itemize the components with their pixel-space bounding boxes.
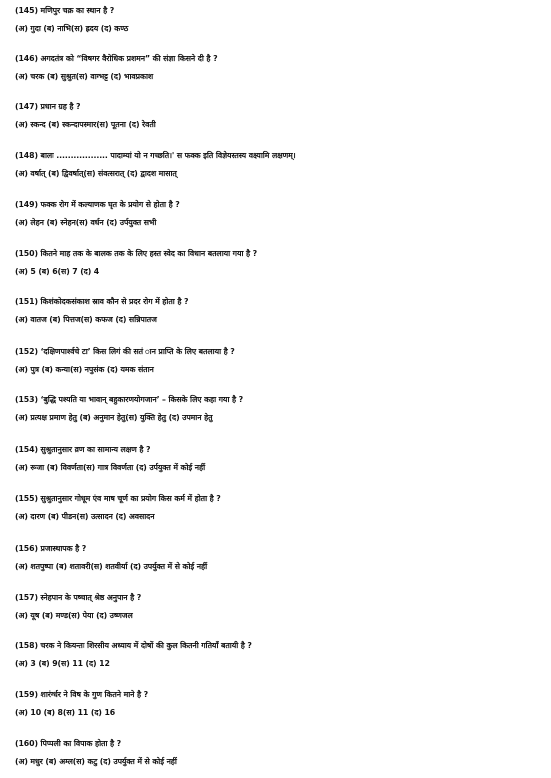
question-160 [15, 735, 547, 770]
question-text: (149) फक्क रोग में कल्याणक घृत के प्रयोग से होता है ? [15, 200, 180, 209]
question-text: (159) शारंर्ग्धर ने विष के गुण कितने माने है ? [15, 690, 149, 699]
question-options: (अ) 10 (ब) 8(स) 11 (द) 16 [15, 708, 116, 717]
question-155 [15, 490, 547, 525]
question-options: (अ) गुदा (ब) नाभि(स) ह्रदय (द) कण्ठ [15, 24, 129, 33]
question-150 [15, 245, 547, 280]
question-options: (अ) चरक (ब) सुश्रुत(स) वाग्भट्ट (द) भावप्रकाश [15, 72, 154, 81]
question-148 [15, 147, 547, 182]
question-text: (151) किशंकोदकसंकाश स्राव कौन से प्रदर रोग में होता है ? [15, 297, 189, 306]
question-options: (अ) लेहन (ब) स्नेहन(स) वर्धन (द) उर्पयुक्त सभी [15, 218, 157, 227]
question-options: (अ) यूष (ब) मण्ड(स) पेया (द) उष्णजल [15, 611, 133, 620]
question-options: (अ) रूजा (ब) विवर्णता(स) गात्र विवर्णता (द) उर्पयुक्त में कोई नहीं [15, 463, 206, 472]
question-text: (148) बालः .................. पादाम्यां यो न गच्छति।' स फक्क इति विज्ञेयस्तस्य वक्ष्यामि लक्षणम्। [15, 151, 296, 160]
question-text: (152) ‘दक्षिणपार्श्वचे टा’ किस लिगं की सतं ान प्राप्ति के लिए बतलाया है ? [15, 347, 235, 356]
question-158 [15, 637, 547, 672]
question-153 [15, 391, 547, 426]
question-146 [15, 50, 547, 85]
question-text: (146) अगदतंत्र को “विषगर वैरोधिक प्रशमन” की संज्ञा किसने दी है ? [15, 54, 218, 63]
question-options: (अ) मधुर (ब) अम्ल(स) कटु (द) उपर्युक्त में से कोई नहीं [15, 757, 177, 766]
question-text: (157) स्नेहपान के पष्चात् श्रेष्ठ अनुपान है ? [15, 593, 142, 602]
question-149 [15, 196, 547, 231]
question-options: (अ) स्कन्द (ब) स्कन्दापस्मार(स) पूतना (द) रेवती [15, 120, 156, 129]
question-text: (160) पिप्पली का विपाक होता है ? [15, 739, 122, 748]
question-options: (अ) वातज (ब) पित्तज(स) कफज (द) सन्निपातज [15, 315, 157, 324]
question-text: (154) सुश्रुतानुसार व्रण का सामान्य लक्षण है ? [15, 445, 151, 454]
question-152 [15, 343, 547, 378]
question-159 [15, 686, 547, 721]
question-options: (अ) पुत्र (ब) कन्या(स) नपुसंक (द) यमक संतान [15, 365, 154, 374]
question-151 [15, 293, 547, 328]
question-text: (156) प्रजास्थापक है ? [15, 544, 87, 553]
question-options: (अ) 5 (ब) 6(स) 7 (द) 4 [15, 267, 100, 276]
question-options: (अ) प्रत्यक्ष प्रमाण हेतु (ब) अनुमान हेतु(स) युक्ति हेतु (द) उपमान हेतु [15, 413, 213, 422]
question-text: (158) चरक ने कियन्तः शिरसीय अध्याय में दोषों की कुल कितनी गतियाँ बतायी है ? [15, 641, 252, 650]
question-154 [15, 441, 547, 476]
question-options: (अ) वर्षात् (ब) द्विवर्षात्(स) संवत्सरात् (द) द्वादश मासात् [15, 169, 177, 178]
question-text: (150) कितने माह तक के बालक तक के लिए हस्त स्वेद का विधान बतलाया गया है ? [15, 249, 258, 258]
question-157 [15, 589, 547, 624]
question-text: (153) ‘बुद्धि पश्यति या भावान् बहुकारणयोगजान’ – किसके लिए कहा गया है ? [15, 395, 244, 404]
question-text: (145) मणिपुर चक्र का स्थान है ? [15, 6, 115, 15]
question-options: (अ) 3 (ब) 9(स) 11 (द) 12 [15, 659, 110, 668]
question-options: (अ) दारण (ब) पीडन(स) उत्सादन (द) अवसादन [15, 512, 155, 521]
question-156 [15, 540, 547, 575]
question-text: (147) प्रधान ग्रह है ? [15, 102, 81, 111]
question-text: (155) सुश्रुतानुसार गोधूम एंव माष चूर्ण का प्रयोग किस कर्म में होता है ? [15, 494, 221, 503]
question-145 [15, 2, 547, 37]
question-147 [15, 98, 547, 133]
question-options: (अ) शतपुष्पा (ब) शतावरी(स) शतवीर्या (द) उपर्युक्त में से कोई नहीं [15, 562, 208, 571]
